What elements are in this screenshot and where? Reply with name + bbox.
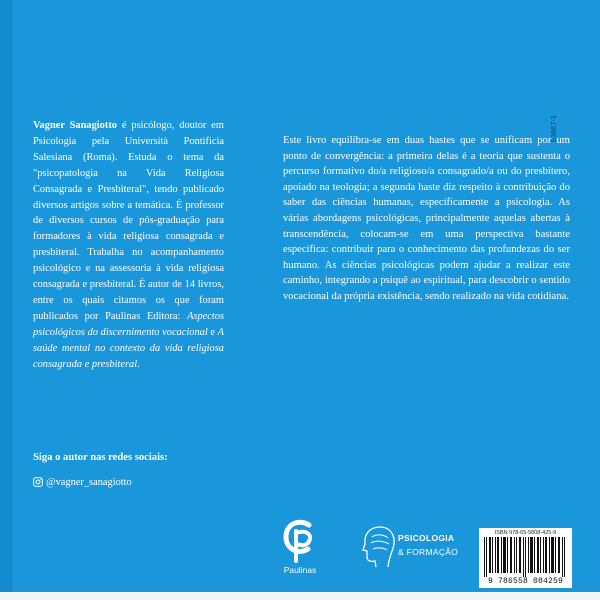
paulinas-logo	[278, 517, 322, 579]
book-title-2: A saúde mental no contexto da vida religiosa consagrada e presbiteral	[33, 326, 224, 370]
paulinas-emblem	[278, 517, 322, 565]
social-handle: @vagner_sanagiotto	[46, 476, 132, 488]
series-title-line1: PSICOLOGIA	[398, 533, 455, 543]
instagram-icon	[33, 477, 43, 487]
series-title-line2: & FORMAÇÃO	[398, 547, 459, 557]
barcode	[479, 528, 572, 588]
bio-end: .	[137, 358, 140, 370]
barcode-bars	[483, 537, 568, 577]
series-logo	[360, 523, 459, 569]
head-profile-icon	[360, 523, 398, 569]
social-heading: Siga o autor nas redes sociais:	[33, 452, 168, 463]
spine-code: 53867-1	[551, 114, 558, 142]
isbn-text: ISBN 978-65-5808-425-9	[494, 530, 557, 536]
paulinas-label: Paulinas	[283, 565, 317, 575]
social-handle-row[interactable]	[33, 475, 132, 489]
author-bio	[33, 118, 224, 373]
book-synopsis: Este livro equilibra-se em duas hastes que se unificam por um ponto de convergência: a primeira delas é a teoria que sustenta o percurso formativo do/a religioso/a consagrado/a ou do presbítero, apoiado na teologia; a segunda haste diz respeito à contribuição do saber das ciências humanas, especificamente a psicologia. As várias abordagens psicológicas, principalmente aquelas abertas à transcendência, colocam-se em uma perspectiva bastante específica: contribuir para o conhecimento das profundezas do ser humano. As ciências psicológicas podem ajudar a realizar este caminho, integrando a psiquê ao espiritual, para descobrir o sentido vocacional da própria existência, sendo realizado na vida cotidiana.	[283, 135, 570, 302]
bio-and: e	[207, 326, 218, 338]
book-title-1: Aspectos psicológicos do discernimento vocacional	[33, 310, 224, 338]
barcode-digits: 9 786558 084259	[487, 577, 563, 586]
bio-text: é psicólogo, doutor em Psicologia pela Università Pontificia Salesiana (Roma). Estuda o tema da "psicopatologia na Vida Religiosa Consagrada e Presbiteral", tendo publicado diversos artigos sobre a temática. É professor de diversos cursos de pós-graduação para formadores à vida religiosa consagrada e presbiteral. Trabalha no acompanhamento psicológico e na assessoria à vida religiosa consagrada e presbiteral. É autor de 14 livros, entre os quais citamos os que foram publicados por Paulinas Editora:	[33, 120, 224, 322]
bottom-margin	[0, 592, 600, 600]
spine-edge	[0, 0, 13, 600]
author-name: Vagner Sanagiotto	[33, 120, 117, 131]
